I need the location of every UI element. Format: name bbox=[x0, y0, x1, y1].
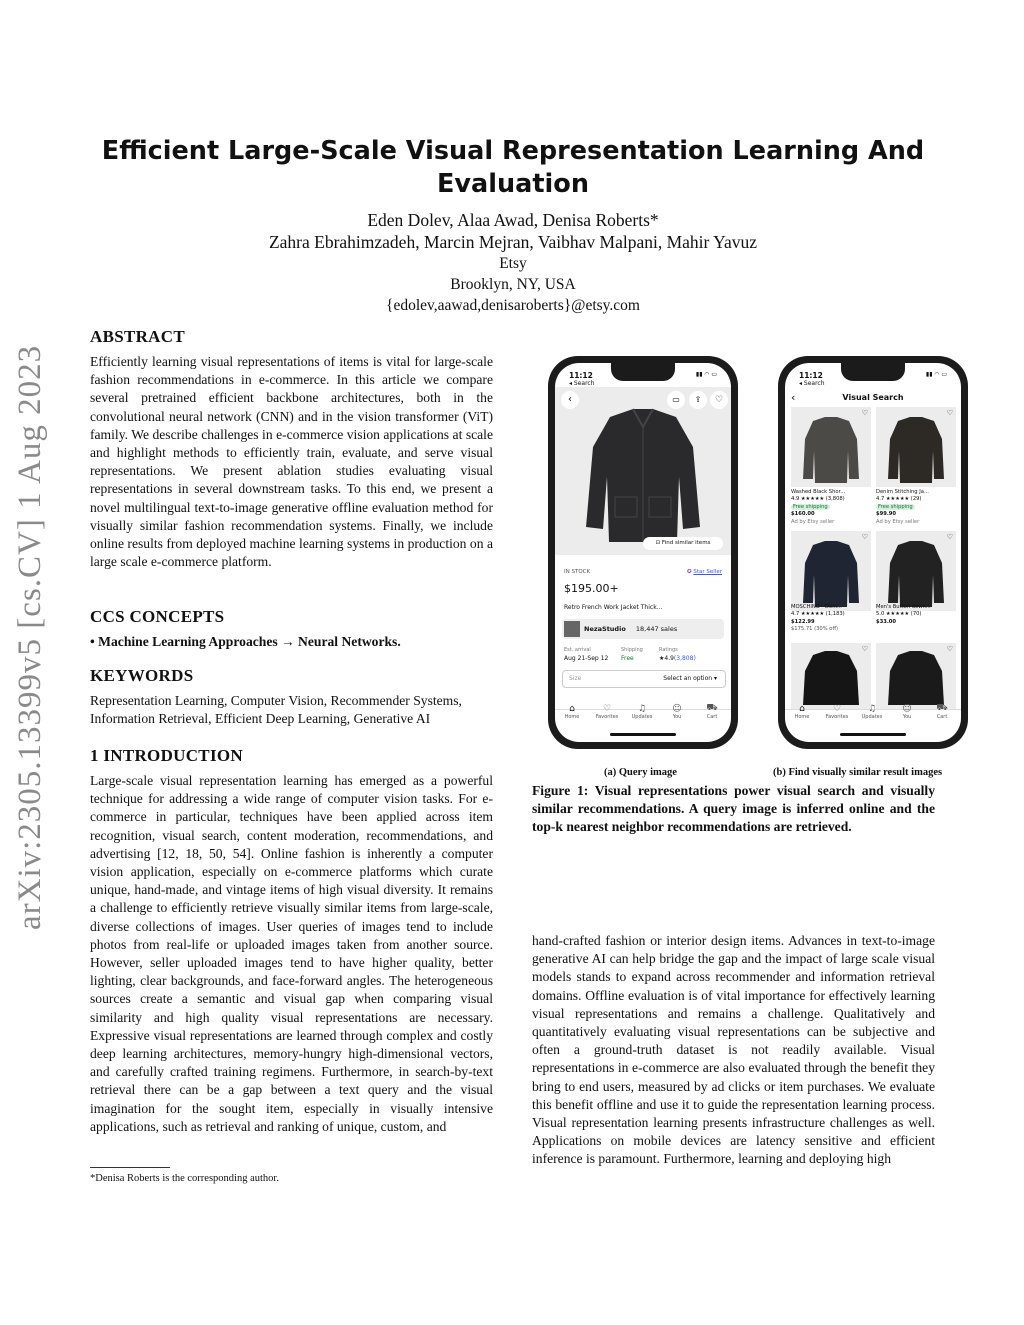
intro-continued: hand-crafted fashion or interior design items. Advances in text-to-image generative AI can help bridge the gap and the impact of large scale visual models stands to expand across recommender and information retrieval domains. Offline evaluation is of vital importance for effectively learning visual representations and remains a challenge. Qualitatively and quantitatively evaluating visual representations can be subjective and often a ground-truth dataset is not readily available. Visual representations in e-commerce are also evaluated through the benefit they bring to end users, measured by ad clicks or item purchases. We evaluate this benefit offline and use it to guide the representation learning process. Visual representation learning presents infrastructure challenges as well. Applications on mobile devices are latency sensitive and efficient inference is paramount. Furthermore, learning and deploying high bbox=[532, 933, 935, 1167]
back-to-search[interactable]: ◂ Search bbox=[569, 380, 595, 387]
title-line-2: Evaluation bbox=[437, 169, 589, 199]
tab-updates[interactable] bbox=[855, 704, 889, 720]
phone-notch bbox=[611, 363, 675, 381]
user-icon: ☺ bbox=[902, 704, 912, 714]
subcaption-b: (b) Find visually similar result images bbox=[773, 767, 943, 778]
chevron-down-icon: ▾ bbox=[713, 675, 717, 682]
result-image-1[interactable] bbox=[791, 407, 871, 487]
in-stock: IN STOCK bbox=[564, 569, 591, 575]
keywords-section bbox=[90, 666, 493, 728]
paper-title bbox=[90, 135, 936, 201]
ccs-text: • Machine Learning Approaches → Neural Networks. bbox=[90, 634, 401, 649]
result-rating: 4.7 ★★★★★ (29) bbox=[876, 496, 922, 503]
shop-name: NezaStudio bbox=[584, 625, 626, 633]
result-ad-label: Ad by Etsy seller bbox=[791, 518, 835, 525]
free-shipping-badge: Free shipping bbox=[793, 503, 828, 510]
tab-cart[interactable] bbox=[925, 703, 959, 720]
phone-notch bbox=[841, 363, 905, 381]
introduction-section bbox=[90, 746, 493, 1136]
intro-heading: 1 INTRODUCTION bbox=[90, 746, 243, 765]
jacket-thumb bbox=[791, 531, 871, 611]
favorite-icon[interactable]: ♡ bbox=[946, 645, 953, 653]
authors-line-1: Eden Dolev, Alaa Awad, Denisa Roberts* bbox=[367, 210, 659, 230]
shop-avatar bbox=[564, 621, 580, 637]
tab-you[interactable] bbox=[890, 704, 924, 720]
tab-you-label: You bbox=[902, 714, 912, 720]
favorite-icon[interactable]: ♡ bbox=[861, 409, 868, 417]
bell-icon: ♫ bbox=[637, 704, 647, 714]
phone-results-screen bbox=[785, 363, 961, 742]
size-label: Size bbox=[569, 675, 582, 682]
size-select[interactable] bbox=[562, 670, 726, 688]
tab-favorites-label: Favorites bbox=[825, 714, 849, 720]
result-price: $122.99 bbox=[791, 618, 815, 625]
status-time: 11:12 bbox=[799, 371, 823, 380]
shop-sales: 18,447 sales bbox=[635, 625, 678, 633]
jacket-thumb bbox=[791, 643, 871, 709]
tab-you[interactable] bbox=[660, 704, 694, 720]
tab-cart-label: Cart bbox=[706, 714, 718, 720]
ratings-label: Ratings bbox=[659, 647, 678, 653]
phone-results bbox=[778, 356, 968, 749]
jacket-thumb bbox=[876, 407, 956, 487]
result-info-2[interactable] bbox=[876, 489, 958, 526]
subcaption-a: (a) Query image bbox=[604, 767, 677, 778]
tab-home[interactable] bbox=[785, 704, 819, 720]
camera-search-icon: ⊡ bbox=[655, 540, 662, 546]
item-price: $195.00+ bbox=[564, 582, 619, 595]
abstract-text: Efficiently learning visual representations of items is vital for large-scale fashion recommendations in e-commerce. In this article we compare several pretrained efficient backbone architectures, both in the convolutional neural network (CNN) and in the vision transformer (ViT) family. We describe challenges in e-commerce vision applications at scale and highlight methods to efficiently train, evaluate, and serve visual representations. We present ablation studies evaluating visual representations in several downstream tasks. To this end, we present a novel multilingual text-to-image generative offline evaluation method for visually similar fashion recommendation systems. Finally, we include online results from deployed machine learning systems in production on a large scale e-commerce platform. bbox=[90, 354, 493, 570]
status-time: 11:12 bbox=[569, 371, 593, 380]
heart-icon[interactable]: ♡ bbox=[710, 391, 728, 409]
figure-caption: Figure 1: Visual representations power visual search and visually similar recommendations. A query image is inferred online and the top-k nearest neighbor recommendations are retrieved. bbox=[532, 783, 935, 835]
star-seller-label: Star Seller bbox=[693, 569, 722, 575]
size-option: Select an option bbox=[663, 675, 713, 682]
free-shipping-badge: Free shipping bbox=[878, 503, 913, 510]
title-line-1: Efficient Large-Scale Visual Representation Learning And bbox=[101, 136, 925, 166]
result-discount: $175.71 (30% off) bbox=[791, 626, 839, 633]
star-seller[interactable] bbox=[687, 569, 722, 575]
result-rating: 4.9 ★★★★★ (3,808) bbox=[791, 496, 845, 503]
jacket-image bbox=[555, 387, 731, 555]
result-rating: 5.0 ★★★★★ (70) bbox=[876, 611, 922, 618]
favorite-icon[interactable]: ♡ bbox=[861, 533, 868, 541]
find-similar-label: Find similar items bbox=[661, 540, 711, 546]
result-info-3[interactable] bbox=[791, 604, 873, 634]
rating-count: (3,808) bbox=[673, 655, 696, 662]
tab-updates-label: Updates bbox=[861, 714, 883, 720]
footnote-rule bbox=[90, 1167, 170, 1168]
star-seller-icon: ✪ bbox=[687, 569, 694, 575]
affiliation: Etsy bbox=[499, 255, 527, 272]
tab-favorites[interactable] bbox=[820, 704, 854, 720]
result-info-4[interactable] bbox=[876, 604, 958, 626]
author-block bbox=[90, 209, 936, 316]
result-name: Washed Black Shor... bbox=[791, 489, 846, 495]
emails: {edolev,aawad,denisaroberts}@etsy.com bbox=[386, 297, 640, 314]
tab-home[interactable] bbox=[555, 704, 589, 720]
cart-icon: ⛟ bbox=[706, 703, 718, 713]
favorites-icon: ♡ bbox=[602, 704, 612, 714]
intro-text: Large-scale visual representation learning has emerged as a powerful technique for addressing a wide range of computer vision tasks. For e-commerce in particular, techniques have been applied across item recognition, visual search, content moderation, recommendations, and advertising [12, 18, 50, 54]. Online fashion is inherently a computer vision application, especially on e-commerce platforms which curate unique, hand-made, and vintage items of high visual diversity. It remains a challenge to efficiently retrieve visually similar items from large-scale, diverse collections of images. User queries of images tend to include photos from real-life or uploaded images taken from another source. However, seller uploaded images tend to have higher quality, better lighting, clear backgrounds, and face-forward angles. The heterogeneous sources create a semantic and visual gap when comparing visual similarity and high quality visual representations are necessary. Expressive visual representations are learned through complex and costly deep learning architectures, memory-hungry high-dimensional vectors, and carefully crafted training regimens. Furthermore, in search-by-text retrieval there can be a gap between a text query and the visual imagination for the sought item, especially in visually intensive applications, such as retrieval and ranking of unique, custom, and bbox=[90, 773, 493, 1134]
shipping-label: Shipping bbox=[621, 647, 643, 653]
tab-updates-label: Updates bbox=[631, 714, 653, 720]
keywords-text: Representation Learning, Computer Vision, Recommender Systems, Information Retrieval, Efficient Deep Learning, Generative AI bbox=[90, 693, 462, 727]
result-price: $33.00 bbox=[876, 618, 897, 625]
message-icon[interactable]: ▭ bbox=[667, 391, 685, 409]
back-icon[interactable]: ‹ bbox=[791, 391, 796, 404]
result-image-3[interactable] bbox=[791, 531, 871, 611]
keywords-heading: KEYWORDS bbox=[90, 666, 194, 685]
result-name: MOSCHINO - Deni... bbox=[791, 604, 842, 610]
arrival-label: Est. arrival bbox=[564, 647, 591, 653]
tab-updates[interactable] bbox=[625, 704, 659, 720]
rating-value bbox=[659, 655, 696, 662]
location: Brooklyn, NY, USA bbox=[450, 276, 576, 293]
tab-home-label: Home bbox=[794, 714, 810, 720]
favorite-icon[interactable]: ♡ bbox=[946, 533, 953, 541]
jacket-thumb bbox=[791, 407, 871, 487]
ccs-heading: CCS CONCEPTS bbox=[90, 607, 225, 626]
favorite-icon[interactable]: ♡ bbox=[861, 645, 868, 653]
result-image-4[interactable] bbox=[876, 531, 956, 611]
rating-score: ★4.9 bbox=[659, 655, 674, 662]
back-to-search[interactable]: ◂ Search bbox=[799, 380, 825, 387]
tab-favorites-label: Favorites bbox=[595, 714, 619, 720]
home-icon: ⌂ bbox=[569, 704, 575, 714]
tab-favorites[interactable] bbox=[590, 704, 624, 720]
arrival-value: Aug 21-Sep 12 bbox=[564, 655, 609, 662]
bell-icon: ♫ bbox=[867, 704, 877, 714]
abstract-heading: ABSTRACT bbox=[90, 327, 185, 346]
favorites-icon: ♡ bbox=[832, 704, 842, 714]
item-title[interactable]: Retro French Work Jacket Thick... bbox=[564, 604, 663, 611]
cart-icon: ⛟ bbox=[936, 703, 948, 713]
result-name: Men's Button down... bbox=[876, 604, 931, 610]
favorite-icon[interactable]: ♡ bbox=[946, 409, 953, 417]
shipping-value: Free bbox=[621, 655, 634, 662]
tab-home-label: Home bbox=[564, 714, 580, 720]
phone-query-screen bbox=[555, 363, 731, 742]
result-price: $160.00 bbox=[791, 511, 815, 518]
jacket-thumb bbox=[876, 643, 956, 709]
result-image-6[interactable] bbox=[876, 643, 956, 709]
home-indicator bbox=[610, 733, 676, 736]
tab-cart-label: Cart bbox=[936, 714, 948, 720]
home-icon: ⌂ bbox=[799, 704, 805, 714]
status-icons: ▮▮ ◠ ▭ bbox=[695, 371, 717, 378]
shop-row[interactable] bbox=[562, 619, 724, 639]
result-image-2[interactable] bbox=[876, 407, 956, 487]
footnote: *Denisa Roberts is the corresponding author. bbox=[90, 1173, 279, 1184]
result-rating: 4.7 ★★★★★ (1,183) bbox=[791, 611, 845, 618]
result-ad-label: Ad by Etsy seller bbox=[876, 518, 920, 525]
ccs-section bbox=[90, 607, 493, 651]
arxiv-stamp: arXiv:2305.13399v5 [cs.CV] 1 Aug 2023 bbox=[12, 344, 48, 930]
visual-search-heading: Visual Search bbox=[842, 393, 904, 402]
authors-line-2: Zahra Ebrahimzadeh, Marcin Mejran, Vaibhav Malpani, Mahir Yavuz bbox=[268, 232, 758, 252]
right-column-text bbox=[532, 932, 935, 1169]
find-similar-button[interactable] bbox=[643, 537, 723, 550]
result-name: Denim Stitching Ja... bbox=[876, 489, 929, 495]
result-image-5[interactable] bbox=[791, 643, 871, 709]
tab-cart[interactable] bbox=[695, 703, 729, 720]
home-indicator bbox=[840, 733, 906, 736]
user-icon: ☺ bbox=[672, 704, 682, 714]
result-price: $99.90 bbox=[876, 511, 897, 518]
query-image bbox=[555, 387, 731, 555]
tab-you-label: You bbox=[672, 714, 682, 720]
share-icon[interactable]: ⇪ bbox=[689, 391, 707, 409]
jacket-thumb bbox=[876, 531, 956, 611]
abstract-section bbox=[90, 327, 493, 571]
status-icons: ▮▮ ◠ ▭ bbox=[925, 371, 947, 378]
back-icon[interactable]: ‹ bbox=[561, 391, 579, 409]
phone-query bbox=[548, 356, 738, 749]
result-info-1[interactable] bbox=[791, 489, 873, 526]
